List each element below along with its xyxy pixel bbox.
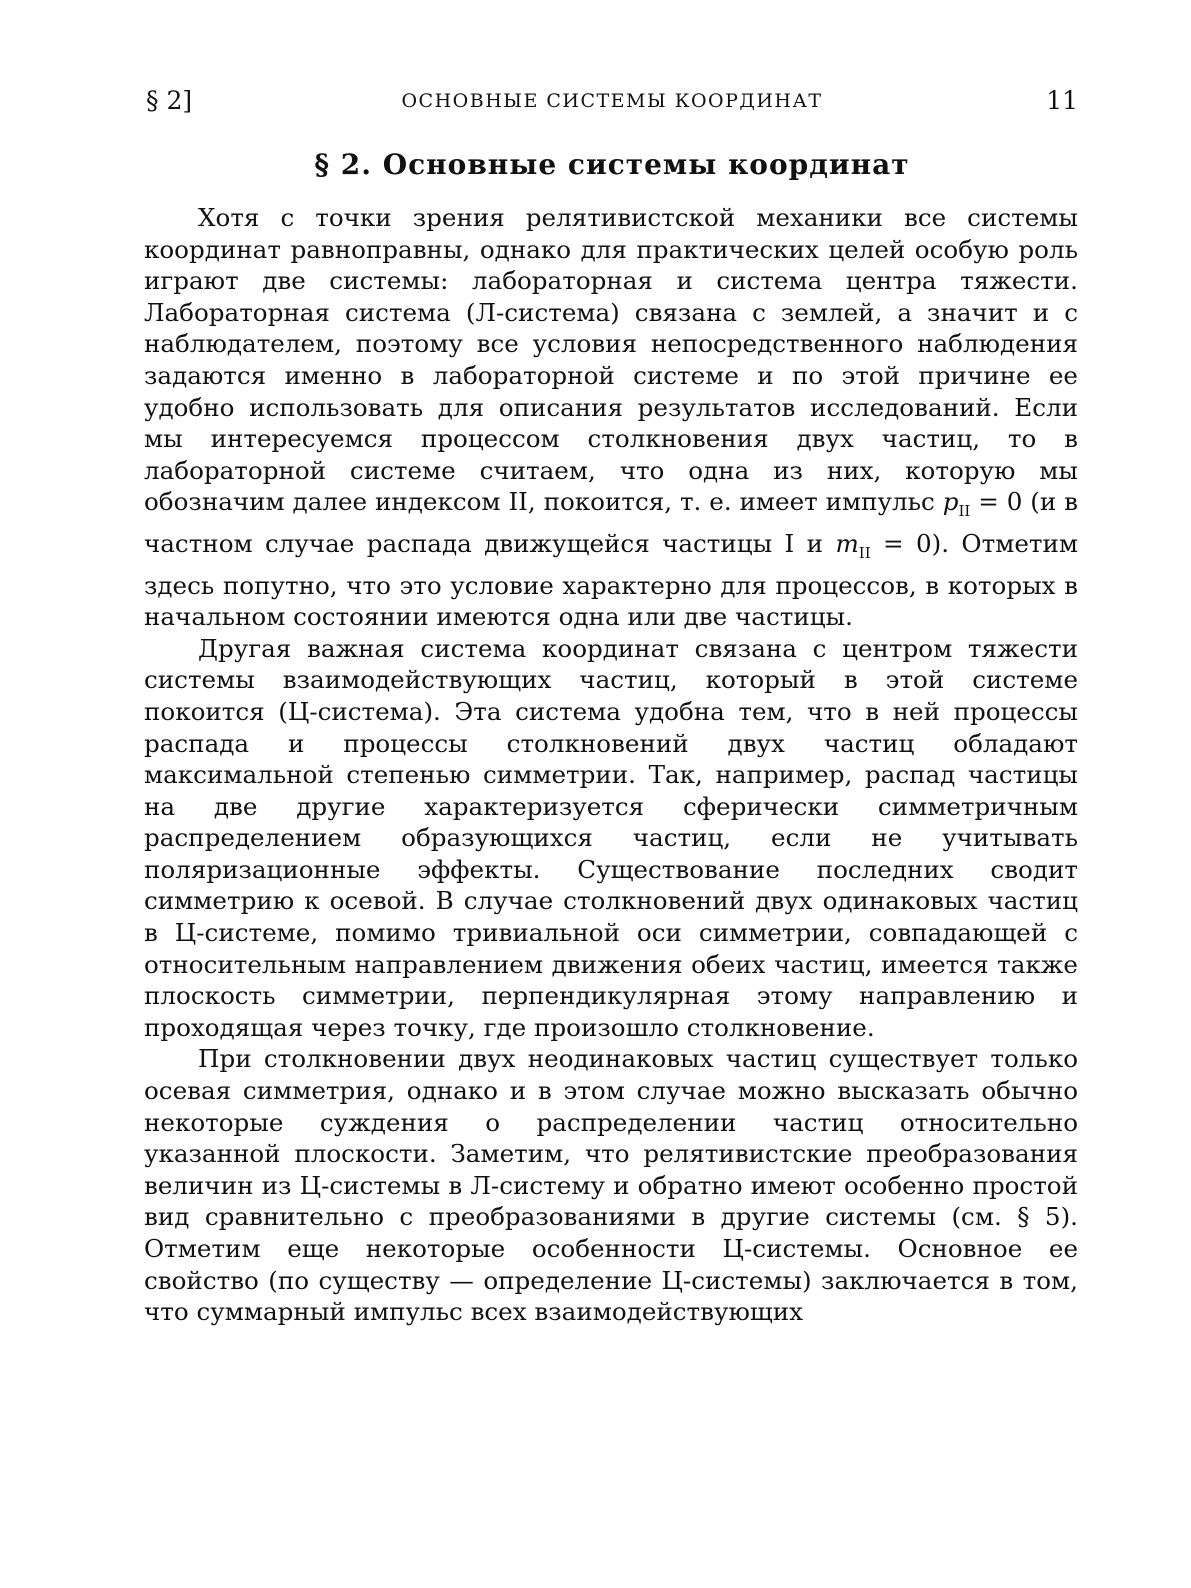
paragraph-1-text-b: (и в частном случае распада движущейся частицы I и [144, 487, 1078, 558]
running-head-title: ОСНОВНЫЕ СИСТЕМЫ КООРДИНАТ [401, 90, 823, 112]
paragraph-1 [144, 202, 1078, 633]
running-head-section: § 2] [146, 86, 193, 115]
page-number: 11 [1046, 86, 1078, 115]
body-text [144, 202, 1078, 1328]
formula-p-symbol: p [942, 487, 959, 517]
running-head [146, 86, 1078, 126]
formula-m-rest: = 0) [870, 528, 942, 558]
section-title: § 2. Основные системы координат [314, 148, 910, 181]
formula-m-subscript: II [858, 543, 871, 562]
formula-m-symbol: m [835, 528, 859, 558]
formula-p-subscript: II [958, 502, 971, 521]
paragraph-1-text-a: Хотя с точки зрения релятивистской механики все системы координат равноправны, однако для практических целей особую роль играют две системы: лабораторная и система центра тяжести. Лабораторная система (Л-система) связана с землей, а значит и с наблюдателем, поэтому все условия непосредственного наблюдения задаются именно в лабораторной системе и по этой причине ее удобно использовать для описания результатов исследований. Если мы интересуемся процессом столкновения двух частиц, то в лабораторной системе считаем, что одна из них, которую мы обозначим далее индексом II, покоится, т. е. имеет импульс [144, 203, 1078, 517]
paragraph-3: При столкновении двух неодинаковых частиц существует только осевая симметрия, однако и в этом случае можно высказать обычно некоторые суждения о распределении частиц относительно указанной плоскости. Заметим, что релятивистские преобразования величин из Ц-системы в Л-систему и обратно имеют особенно простой вид сравнительно с преобразованиями в другие системы (см. § 5). Отметим еще некоторые особенности Ц-системы. Основное ее свойство (по существу — определение Ц-системы) заключается в том, что суммарный импульс всех взаимодействующих [144, 1044, 1078, 1327]
formula-p-rest: = 0 [970, 487, 1031, 517]
paragraph-2: Другая важная система координат связана с центром тяжести системы взаимодействующих частиц, который в этой системе покоится (Ц-система). Эта система удобна тем, что в ней процессы распада и процессы столкновений двух частиц обладают максимальной степенью симметрии. Так, например, распад частицы на две другие характеризуется сферически симметричным распределением образующихся частиц, если не учитывать поляризационные эффекты. Существование последних сводит симметрию к осевой. В случае столкновений двух одинаковых частиц в Ц-системе, помимо тривиальной оси симметрии, совпадающей с относительным направлением движения обеих частиц, имеется также плоскость симметрии, перпендикулярная этому направлению и проходящая через точку, где произошло столкновение. [144, 633, 1078, 1042]
paragraph-1-text-c: . Отметим здесь попутно, что это условие характерно для процессов, в которых в начальном состоянии имеются одна или две частицы. [144, 528, 1079, 632]
